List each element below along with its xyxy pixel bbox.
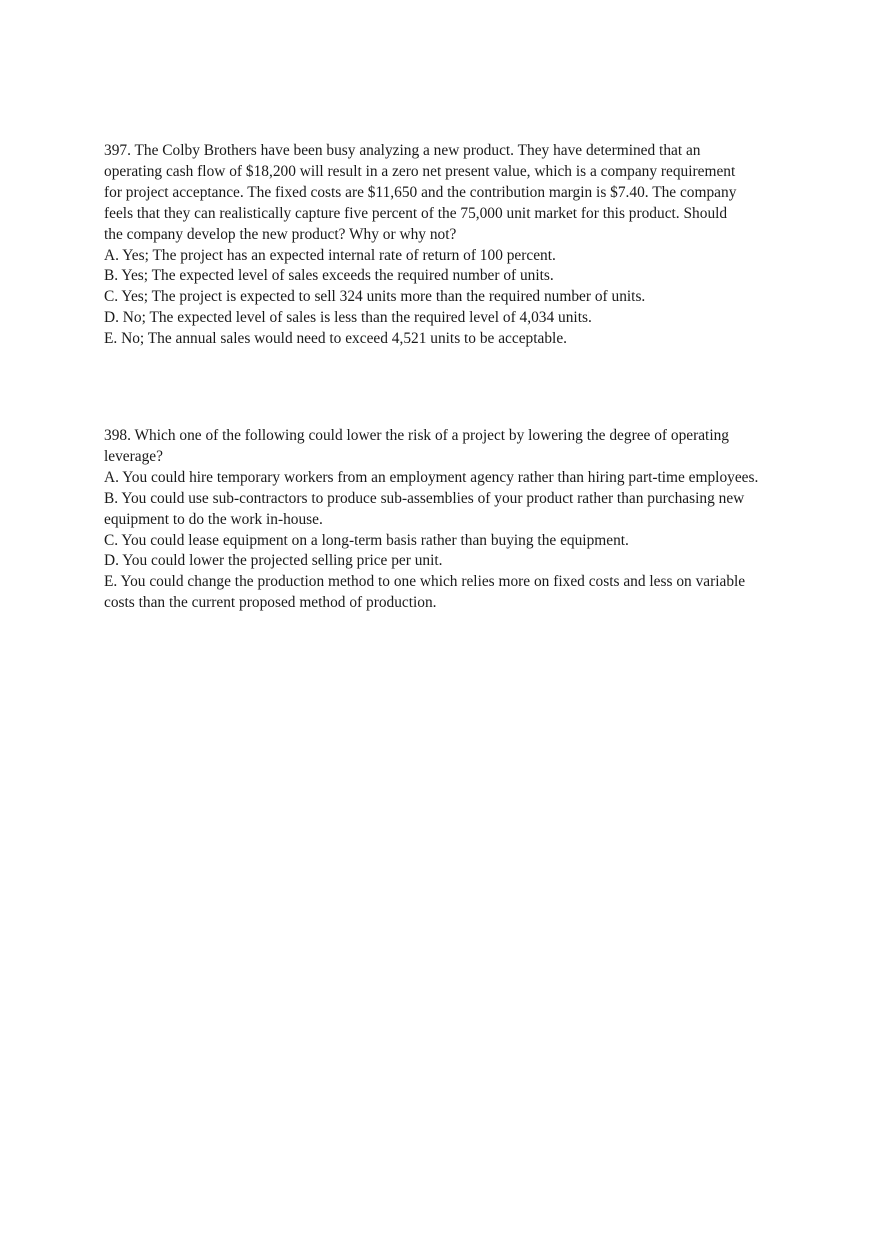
answer-option-e: E. No; The annual sales would need to exceed 4,521 units to be acceptable. xyxy=(104,330,567,348)
answer-option-c: C. Yes; The project is expected to sell 324 units more than the required number of units. xyxy=(104,288,646,306)
question-stem-line: 398. Which one of the following could lower the risk of a project by lowering the degree of operating xyxy=(104,427,729,444)
question-398 xyxy=(104,426,768,614)
question-stem-line: feels that they can realistically capture five percent of the 75,000 unit market for this product. Should xyxy=(104,204,728,222)
answer-option-d: D. You could lower the projected selling price per unit. xyxy=(104,552,443,570)
answer-option-b: B. You could use sub-contractors to produce sub-assemblies of your product rather than purchasing new equipment to do the work in-house. xyxy=(104,489,745,528)
answer-option-b: B. Yes; The expected level of sales exceeds the required number of units. xyxy=(104,267,554,285)
question-stem-line: operating cash flow of $18,200 will result in a zero net present value, which is a company requirement xyxy=(104,162,736,180)
answer-option-e: E. You could change the production method to one which relies more on fixed costs and less on variable costs than the current proposed method of production. xyxy=(104,573,746,612)
answer-option-a: A. You could hire temporary workers from an employment agency rather than hiring part-time employees. xyxy=(104,468,759,486)
question-stem-line: the company develop the new product? Why or why not? xyxy=(104,225,457,243)
answer-option-a: A. Yes; The project has an expected internal rate of return of 100 percent. xyxy=(104,246,556,264)
question-stem-line: 397. The Colby Brothers have been busy analyzing a new product. They have determined that an xyxy=(104,142,701,159)
answer-option-c: C. You could lease equipment on a long-term basis rather than buying the equipment. xyxy=(104,531,629,549)
question-397 xyxy=(104,141,768,350)
answer-option-d: D. No; The expected level of sales is less than the required level of 4,034 units. xyxy=(104,309,592,327)
question-stem-line: for project acceptance. The fixed costs are $11,650 and the contribution margin is $7.40. The company xyxy=(104,183,737,201)
question-stem-line: leverage? xyxy=(104,447,163,465)
